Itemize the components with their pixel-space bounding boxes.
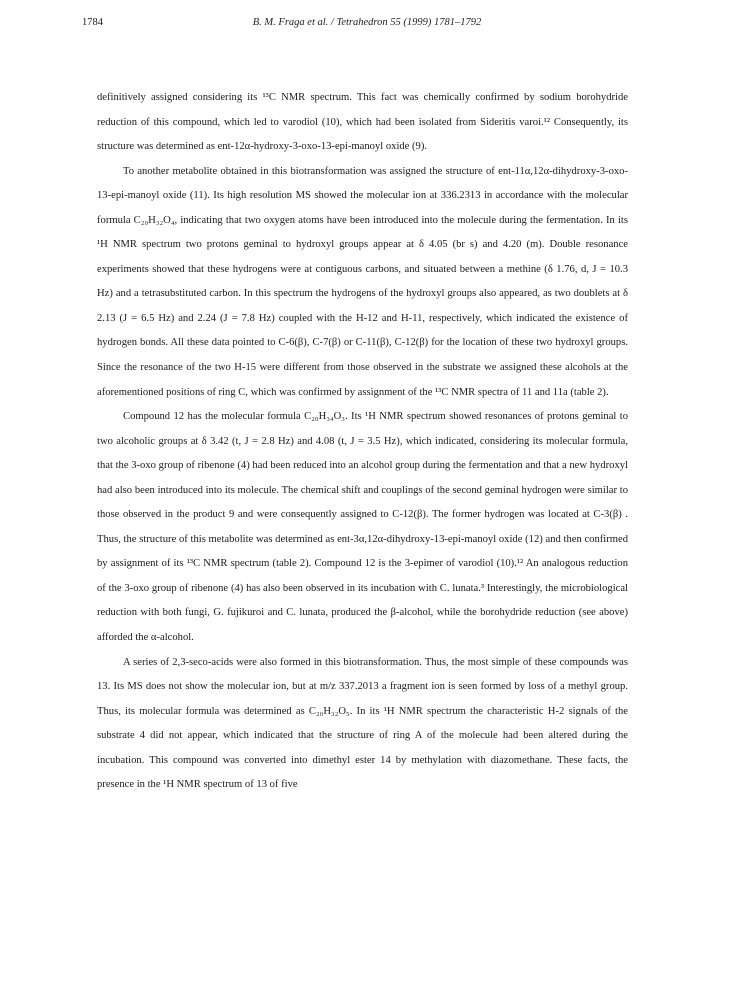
paragraph-3: Compound 12 has the molecular formula C₂₀H₃₄O₃. Its ¹H NMR spectrum showed resonances of protons geminal to two alcoholic groups at δ 3.42 (t, J = 2.8 Hz) and 4.08 (t, J = 3.5 Hz), which indicated, considering its molecular formula, that the 3-oxo group of ribenone (4) had been reduced into an alcohol group during the fermentation and that a new hydroxyl had also been introduced into its molecule. The chemical shift and couplings of the second geminal hydrogen were similar to those observed in the product 9 and were consequently assigned to C-12(β). The former hydrogen was located at C-3(β) . Thus, the structure of this metabolite was determined as ent-3α,12α-dihydroxy-13-epi-manoyl oxide (12) and then confirmed by assignment of its ¹³C NMR spectrum (table 2). Compound 12 is the 3-epimer of varodiol (10).¹² An analogous reduction of the 3-oxo group of ribenone (4) has also been observed in its incubation with C. lunata.³ Interestingly, the microbiological reduction with both fungi, G. fujikuroi and C. lunata, produced the β-alcohol, while the borohydride reduction (see above) afforded the α-alcohol. — [97, 411, 628, 644]
paragraph-1: definitively assigned considering its ¹³C NMR spectrum. This fact was chemically confirmed by sodium borohydride reduction of this compound, which led to varodiol (10), which had been isolated from Sideritis varoi.¹² Consequently, its structure was determined as ent-12α-hydroxy-3-oxo-13-epi-manoyl oxide (9). — [97, 92, 628, 153]
page-number: 1784 — [82, 17, 103, 28]
paragraph-4: A series of 2,3-seco-acids were also formed in this biotransformation. Thus, the most simple of these compounds was 13. Its MS does not show the molecular ion, but at m/z 337.2013 a fragment ion is seen formed by loss of a methyl group. Thus, its molecular formula was determined as C₂₀H₃₂O₅. In its ¹H NMR spectrum the characteristic H-2 signals of the substrate 4 did not appear, which indicated that the structure of ring A of the molecule had been altered during the incubation. This compound was converted into dimethyl ester 14 by methylation with diazomethane. These facts, the presence in the ¹H NMR spectrum of 13 of five — [97, 656, 628, 791]
running-title: B. M. Fraga et al. / Tetrahedron 55 (1999) 1781–1792 — [252, 17, 482, 28]
paragraph-2: To another metabolite obtained in this biotransformation was assigned the structure of ent-11α,12α-dihydroxy-3-oxo-13-epi-manoyl oxide (11). Its high resolution MS showed the molecular ion at 336.2313 in accordance with the molecular formula C₂₀H₃₂O₄, indicating that two oxygen atoms have been introduced into the molecule during the fermentation. In its ¹H NMR spectrum two protons geminal to hydroxyl groups appear at δ 4.05 (br s) and 4.20 (m). Double resonance experiments showed that these hydrogens were at contiguous carbons, and situated between a methine (δ 1.76, d, J = 10.3 Hz) and a tetrasubstituted carbon. In this spectrum the hydrogens of the hydroxyl groups also appeared, as two doublets at δ 2.13 (J = 6.5 Hz) and 2.24 (J = 7.8 Hz) coupled with the H-12 and H-11, respectively, which indicated the existence of hydrogen bonds. All these data pointed to C-6(β), C-7(β) or C-11(β), C-12(β) for the location of these two hydroxyl groups. Since the resonance of the two H-15 were different from those observed in the substrate we assigned these alcohols at the aforementioned positions of ring C, which was confirmed by assignment of the ¹³C NMR spectra of 11 and 11a (table 2). — [97, 165, 628, 398]
page-header — [82, 17, 652, 33]
article-body — [97, 86, 628, 798]
